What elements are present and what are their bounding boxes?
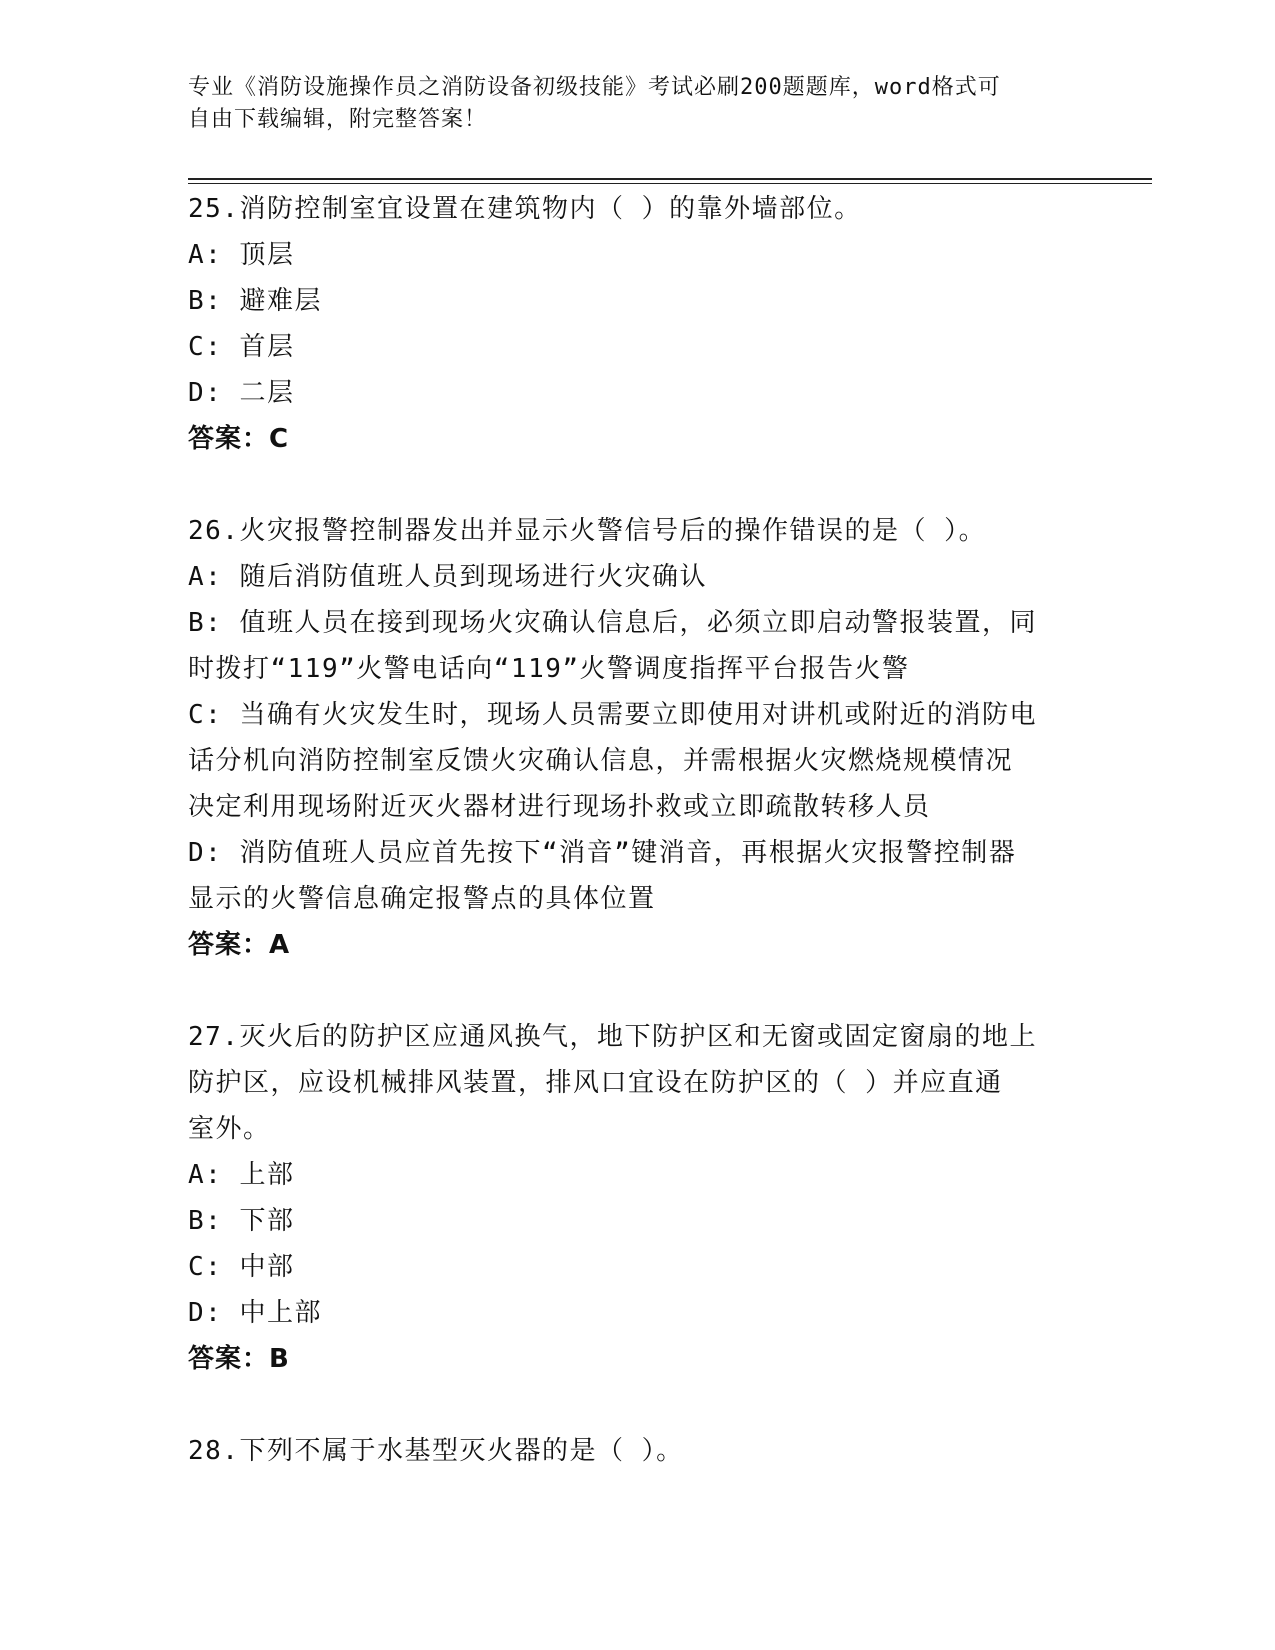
answer-option: 话分机向消防控制室反馈火灾确认信息，并需根据火灾燃烧规模情况 xyxy=(188,746,1014,776)
question-block xyxy=(188,186,1088,462)
question-block xyxy=(188,1014,1088,1382)
answer-option: D: 中上部 xyxy=(188,1298,322,1328)
question-spacer xyxy=(188,462,1088,508)
answer-option: C: 中部 xyxy=(188,1252,295,1282)
header-rule-thin xyxy=(188,183,1152,184)
answer-option: B: 值班人员在接到现场火灾确认信息后，必须立即启动警报装置，同 xyxy=(188,608,1037,638)
question-spacer xyxy=(188,1382,1088,1428)
question-block xyxy=(188,1428,1088,1474)
header-line-2: 自由下载编辑，附完整答案！ xyxy=(188,107,488,132)
answer-option: A: 上部 xyxy=(188,1160,295,1190)
question-stem: 室外。 xyxy=(188,1114,271,1144)
question-stem: 25.消防控制室宜设置在建筑物内（ ）的靠外墙部位。 xyxy=(188,194,862,224)
answer-option: D: 消防值班人员应首先按下“消音”键消音，再根据火灾报警控制器 xyxy=(188,838,1017,868)
question-stem: 27.灭火后的防护区应通风换气，地下防护区和无窗或固定窗扇的地上 xyxy=(188,1022,1037,1052)
header-rule-thick xyxy=(188,178,1152,180)
answer-option: 时拨打“119”火警电话向“119”火警调度指挥平台报告火警 xyxy=(188,654,910,684)
answer-option: A: 顶层 xyxy=(188,240,295,270)
answer-option: A: 随后消防值班人员到现场进行火灾确认 xyxy=(188,562,707,592)
question-spacer xyxy=(188,968,1088,1014)
question-stem: 26.火灾报警控制器发出并显示火警信号后的操作错误的是（ ）。 xyxy=(188,516,987,546)
question-stem: 28.下列不属于水基型灭火器的是（ ）。 xyxy=(188,1436,684,1466)
answer-option: C: 当确有火灾发生时，现场人员需要立即使用对讲机或附近的消防电 xyxy=(188,700,1037,730)
question-list xyxy=(188,186,1088,1474)
question-stem: 防护区，应设机械排风装置，排风口宜设在防护区的（ ）并应直通 xyxy=(188,1068,1003,1098)
header-line-1: 专业《消防设施操作员之消防设备初级技能》考试必刷200题题库，word格式可 xyxy=(188,75,1001,100)
answer-key: 答案：A xyxy=(188,930,291,960)
answer-option: 决定利用现场附近灭火器材进行现场扑救或立即疏散转移人员 xyxy=(188,792,931,822)
answer-option: 显示的火警信息确定报警点的具体位置 xyxy=(188,884,656,914)
document-header xyxy=(188,72,1068,136)
answer-option: B: 下部 xyxy=(188,1206,295,1236)
answer-option: B: 避难层 xyxy=(188,286,322,316)
question-block xyxy=(188,508,1088,968)
answer-option: C: 首层 xyxy=(188,332,295,362)
answer-key: 答案：C xyxy=(188,424,290,454)
answer-option: D: 二层 xyxy=(188,378,295,408)
answer-key: 答案：B xyxy=(188,1344,290,1374)
